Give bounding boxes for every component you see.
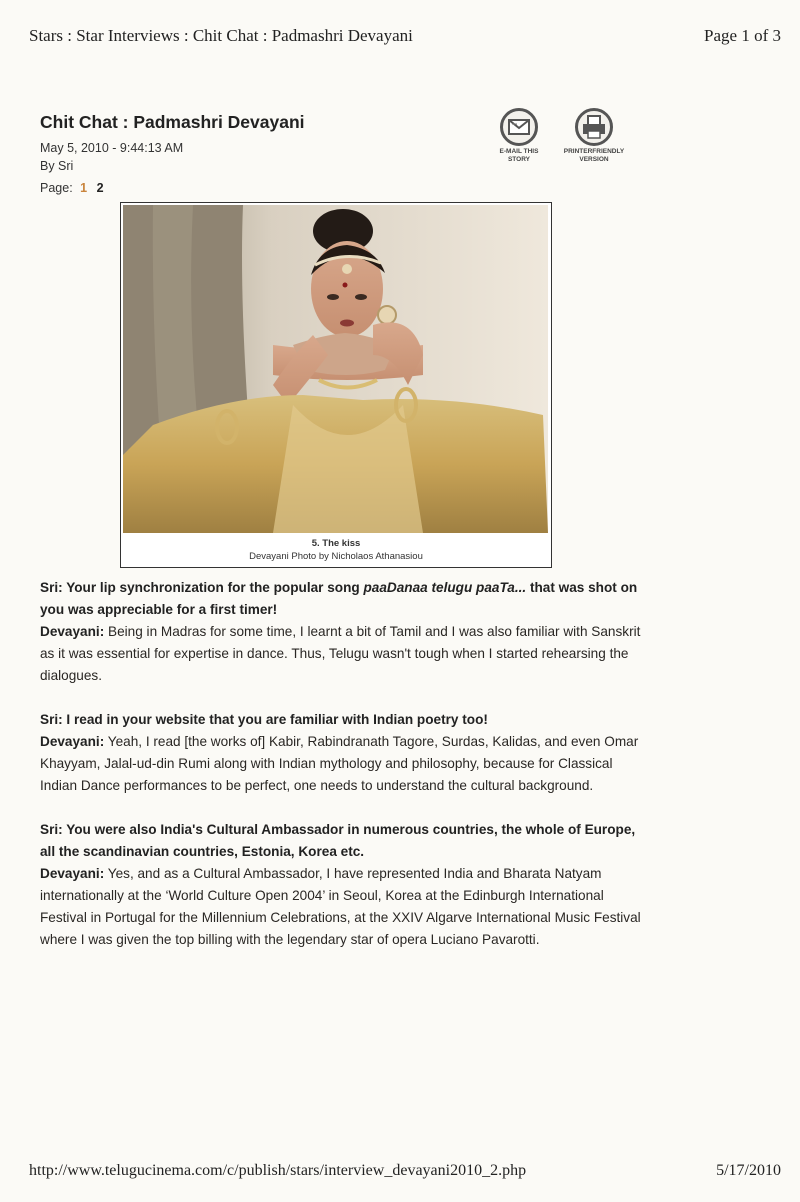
page-link-2[interactable]: 2 xyxy=(96,181,104,195)
answer: Yes, and as a Cultural Ambassador, I have represented India and Bharata Natyam internationally at the ‘World Culture Open 2004’ in Seoul, Korea at the Edinburgh International Festival in Portugal for the Millennium Celebrations, at the XXIV Algarve International Music Festival where I was given the top billing with the legendary star of opera Luciano Pavarotti. xyxy=(40,866,641,947)
dancer-photo xyxy=(123,205,548,533)
article-figure xyxy=(120,202,552,568)
page-link-current: 1 xyxy=(80,181,88,195)
answer: Yeah, I read [the works of] Kabir, Rabindranath Tagore, Surdas, Kalidas, and even Omar Khayyam, Jalal-ud-din Rumi along with Indian mythology and philosophy, because for Classical Indian Dance performances to be perfect, one needs to understand the cultural background. xyxy=(40,734,639,793)
envelope-icon xyxy=(500,108,538,146)
speaker-label: Devayani: xyxy=(40,624,105,639)
printer-icon xyxy=(575,108,613,146)
print-date: 5/17/2010 xyxy=(716,1162,781,1179)
interview-body xyxy=(40,577,650,973)
printer-friendly-button[interactable] xyxy=(562,108,626,164)
email-story-button[interactable] xyxy=(494,108,544,164)
email-story-label-2: STORY xyxy=(507,156,531,163)
figure-caption xyxy=(121,537,551,563)
caption-credit: Devayani Photo by Nicholaos Athanasiou xyxy=(249,551,423,562)
breadcrumb: Stars : Star Interviews : Chit Chat : Padmashri Devayani xyxy=(29,26,413,45)
page-indicator: Page 1 of 3 xyxy=(704,26,781,45)
printer-friendly-label-1: PRINTERFRIENDLY xyxy=(563,148,625,155)
article-header xyxy=(40,112,640,195)
song-title: paaDanaa telugu paaTa... xyxy=(363,580,527,595)
caption-title: 5. The kiss xyxy=(311,538,361,549)
printer-friendly-label-2: VERSION xyxy=(579,156,609,163)
article-title: Chit Chat : Padmashri Devayani xyxy=(40,112,305,132)
speaker-label: Devayani: xyxy=(40,866,105,881)
page-url: http://www.telugucinema.com/c/publish/stars/interview_devayani2010_2.php xyxy=(29,1162,527,1179)
question: Sri: You were also India's Cultural Ambassador in numerous countries, the whole of Europe, all the scandinavian countries, Estonia, Korea etc. xyxy=(40,822,636,859)
email-story-label-1: E-MAIL THIS xyxy=(499,148,539,155)
pagination-label: Page: xyxy=(40,181,73,195)
question: Sri: I read in your website that you are familiar with Indian poetry too! xyxy=(40,712,488,727)
qa-block xyxy=(40,709,650,797)
question: Sri: Your lip synchronization for the popular song paaDanaa telugu paaTa... that was shot on you was appreciable for a first timer! xyxy=(40,580,638,617)
speaker-label: Devayani: xyxy=(40,734,105,749)
qa-block xyxy=(40,577,650,687)
article-byline: By Sri xyxy=(40,159,74,173)
article-date: May 5, 2010 - 9:44:13 AM xyxy=(40,141,184,155)
pagination xyxy=(40,181,640,195)
answer: Being in Madras for some time, I learnt a bit of Tamil and I was also familiar with Sanskrit as it was essential for expertise in dance. Thus, Telugu wasn't tough when I started rehearsing the dialogues. xyxy=(40,624,641,683)
qa-block xyxy=(40,819,650,951)
